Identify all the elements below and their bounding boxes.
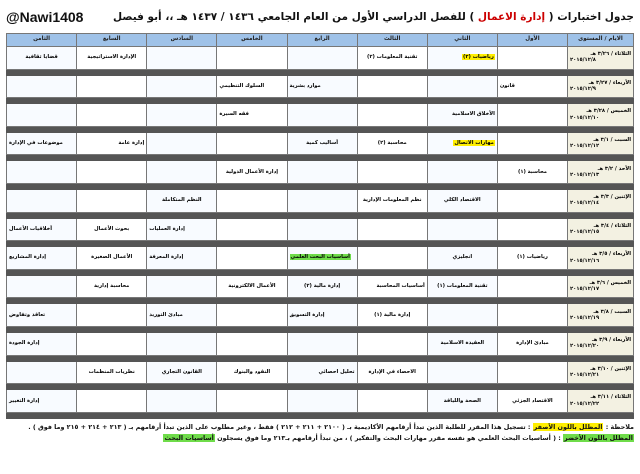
exam-cell [147,333,217,356]
course-name: الاقتصاد الكلي [443,197,481,204]
course-name: محاسبة (٢) [377,140,407,147]
column-header-days: الايام / المستوى [568,34,634,47]
exam-cell [427,333,497,356]
note-green-text: : ( أساسيات البحث العلمي هو نفسه مقرر مهارات البحث والتفكير ) ، من تبدأ أرقامهم بـ٢١٣ وما فوق يسجلون [217,434,561,442]
exam-cell [7,161,77,184]
course-name: الإدارة الاستراتيجية [87,54,137,61]
course-name: نظم المعلومات الإدارية [362,197,422,204]
exam-cell [7,47,77,70]
exam-cell [427,218,497,241]
schedule-row [7,190,634,213]
separator-cell [147,413,217,419]
note-yellow-text: : تسجيل هذا المقرر للطلبة الذين تبدأ أرقامهم الأكاديمية بـ ( ٢١٠٠ + ٢١١ + ٢١٢ ) فقط ، وغير مطلوب على الذين تبدأ أرقامهم بـ ( ٢١٣ + ٢١٤ + ٢١٥ وما فوق ) . [28,423,531,431]
exam-cell [77,390,147,413]
schedule-row [7,218,634,241]
exam-cell [217,390,287,413]
course-name: تقنية المعلومات (١) [437,283,488,290]
title-suffix: ) للفصل الدراسي الأول من العام الجامعي ١٤٣٦ / ١٤٣٧ هـ ،، [165,11,475,23]
exam-cell [147,132,217,155]
exam-cell [147,47,217,70]
note-line-2 [6,434,634,442]
exam-cell [217,47,287,70]
exam-cell [357,361,427,384]
course-name: الأعمال الالكترونية [228,283,276,290]
author-name: أبو فيصل [113,11,162,23]
exam-cell [497,161,567,184]
day-cell [568,333,634,356]
exam-cell [427,304,497,327]
schedule-row [7,161,634,184]
exam-cell [77,161,147,184]
schedule-row [7,333,634,356]
day-cell [568,190,634,213]
course-name: إدارة مالية (٢) [303,283,341,290]
exam-cell [357,333,427,356]
exam-cell [77,333,147,356]
separator-cell [427,413,497,419]
day-name: الخميس / ٣/٦ هـ [589,279,631,286]
day-name: الثلاثاء / ٣/٢٦ هـ [590,51,631,58]
column-header-level-7: السابع [77,34,147,47]
exam-cell [287,132,357,155]
course-name: إدارة الجودة [9,340,40,347]
exam-cell [147,275,217,298]
column-header-level-8: الثامن [7,34,77,47]
exam-cell [217,132,287,155]
separator-cell [217,413,287,419]
course-name: نظريات المنظمات [88,368,135,375]
course-name: تحليل احصائي [318,368,355,375]
exam-schedule-table [6,33,634,419]
exam-cell [357,132,427,155]
exam-cell [7,390,77,413]
exam-cell [7,218,77,241]
column-header-level-3: الثالث [357,34,427,47]
exam-cell [147,247,217,270]
column-header-level-2: الثاني [427,34,497,47]
exam-cell [147,218,217,241]
schedule-row [7,390,634,413]
exam-cell [427,161,497,184]
day-cell [568,104,634,127]
page-header [6,5,634,29]
day-cell [568,161,634,184]
gregorian-date: ٢٠١٥/١٢/٢٢ [570,400,600,407]
exam-cell [147,161,217,184]
exam-cell [357,247,427,270]
day-cell [568,390,634,413]
exam-cell [427,361,497,384]
exam-cell [77,361,147,384]
exam-cell [357,75,427,98]
schedule-row [7,247,634,270]
course-name: فقه السيرة [219,111,249,118]
exam-cell [497,75,567,98]
exam-cell [357,161,427,184]
course-name: موارد بشرية [289,82,321,89]
exam-cell [77,275,147,298]
course-name: محاسبة إدارية [94,283,130,290]
course-name: الأعمال الصغيرة [91,254,133,261]
course-name: تعاقد وتفاوض [9,311,46,318]
day-cell [568,304,634,327]
exam-cell [7,304,77,327]
course-name: إدارة مالية (١) [374,311,411,318]
exam-cell [497,390,567,413]
exam-cell [217,161,287,184]
gregorian-date: ٢٠١٥/١٢/١٠ [570,114,600,121]
day-cell [568,361,634,384]
course-name: أخلاقيات الأعمال [9,225,53,232]
day-name: الأربعاء / ٣/٩ هـ [591,337,631,344]
course-name: انجليزي [452,254,473,261]
exam-cell [147,104,217,127]
gregorian-date: ٢٠١٥/١٢/١٣ [570,171,600,178]
course-name: السلوك التنظيمي [219,82,265,89]
exam-cell [427,104,497,127]
schedule-row [7,304,634,327]
twitter-handle: @Nawi1408 [6,9,84,25]
day-cell [568,275,634,298]
exam-cell [287,304,357,327]
exam-cell [357,275,427,298]
day-name: الخميس / ٣/٢٨ هـ [586,108,631,115]
course-name: بحوث الأعمال [94,225,130,232]
schedule-row [7,104,634,127]
exam-cell [287,75,357,98]
exam-cell [427,275,497,298]
course-name: إدارة المشاريع [9,254,46,261]
exam-cell [147,190,217,213]
course-name: إدارة التسويق [289,311,325,318]
exam-cell [217,218,287,241]
exam-cell [217,361,287,384]
day-cell [568,132,634,155]
day-name: الإثنين / ٣/١٠ هـ [590,365,631,372]
schedule-row [7,75,634,98]
course-name: إدارة المعرفة [149,254,184,261]
header-row [7,34,634,47]
exam-cell [497,361,567,384]
gregorian-date: ٢٠١٥/١٢/١٩ [570,314,600,321]
course-name: قضايا ثقافية [25,54,58,61]
course-name: أساسيات المحاسبة [376,283,425,290]
note-line-1 [6,423,634,431]
course-name: إدارة الأعمال الدولية [225,168,279,175]
row-separator [7,413,634,419]
course-name: قانون [499,82,515,89]
exam-cell [287,161,357,184]
exam-cell [497,132,567,155]
day-name: السبت / ٣/١ هـ [593,136,631,143]
gregorian-date: ٢٠١٥/١٢/١٦ [570,257,600,264]
exam-cell [77,132,147,155]
day-cell [568,247,634,270]
course-name: رياضيات (٢) [462,54,494,61]
exam-cell [7,361,77,384]
exam-cell [497,190,567,213]
exam-cell [217,275,287,298]
exam-cell [7,190,77,213]
course-name: القانون التجاري [161,368,202,375]
exam-cell [287,361,357,384]
exam-cell [357,47,427,70]
exam-cell [147,304,217,327]
separator-cell [7,413,77,419]
schedule-row [7,47,634,70]
course-name: أساسيات البحث العلمي [290,254,350,261]
column-header-level-1: الأول [497,34,567,47]
column-header-level-5: الخامس [217,34,287,47]
course-name: النقود والبنوك [233,368,271,375]
exam-cell [287,47,357,70]
gregorian-date: ٢٠١٥/١٢/٩ [570,85,596,92]
exam-cell [77,190,147,213]
exam-cell [77,247,147,270]
exam-cell [497,275,567,298]
exam-cell [7,275,77,298]
separator-cell [77,413,147,419]
exam-cell [147,361,217,384]
course-name: النظم المتكاملة [162,197,202,204]
exam-cell [497,47,567,70]
exam-cell [217,333,287,356]
note-green-end: أساسيات البحث [164,434,214,442]
schedule-row [7,132,634,155]
exam-cell [427,47,497,70]
column-header-level-4: الرابع [287,34,357,47]
exam-cell [497,304,567,327]
separator-cell [568,413,634,419]
exam-cell [217,104,287,127]
title-dept: إدارة الاعمال [477,11,546,23]
gregorian-date: ٢٠١٥/١٢/١٥ [570,228,600,235]
day-name: الأربعاء / ٣/٢٧ هـ [588,79,631,86]
exam-cell [427,247,497,270]
exam-cell [7,247,77,270]
course-name: أساليب كمية [306,140,339,147]
exam-cell [77,218,147,241]
exam-cell [357,390,427,413]
exam-cell [147,75,217,98]
day-name: الأربعاء / ٣/٥ هـ [591,251,631,258]
schedule-title [113,11,634,23]
schedule-body [7,47,634,419]
day-name: الثلاثاء / ٣/١١ هـ [590,394,631,401]
exam-cell [287,275,357,298]
exam-cell [287,333,357,356]
course-name: مبادئ الإدارة [516,340,549,347]
gregorian-date: ٢٠١٥/١٢/٢١ [570,372,600,378]
exam-cell [7,333,77,356]
day-name: الثلاثاء / ٣/٤ هـ [593,222,631,229]
exam-cell [497,333,567,356]
column-header-level-6: السادس [147,34,217,47]
exam-cell [357,190,427,213]
course-name: إدارة التغيير [9,397,40,404]
course-name: إدارة عامة [118,140,145,147]
course-name: الاقتصاد الجزئي [512,397,553,404]
schedule-row [7,275,634,298]
gregorian-date: ٢٠١٥/١٢/١٢ [570,143,600,150]
exam-cell [427,390,497,413]
exam-cell [427,75,497,98]
gregorian-date: ٢٠١٥/١٢/٨ [570,57,596,64]
separator-cell [497,413,567,419]
exam-cell [77,304,147,327]
exam-cell [147,390,217,413]
course-name: إدارة العمليات [149,225,185,232]
exam-cell [7,75,77,98]
note-label: ملاحظة : [605,423,634,431]
course-name: الاحصاء في الإدارة [368,368,416,375]
exam-cell [287,190,357,213]
gregorian-date: ٢٠١٥/١٢/١٤ [570,200,600,207]
course-name: تقنية المعلومات (٢) [366,54,418,61]
title-prefix: جدول اختبارات ( [548,11,634,23]
gregorian-date: ٢٠١٥/١٢/١٧ [570,286,600,293]
exam-cell [497,218,567,241]
exam-cell [427,132,497,155]
exam-cell [217,75,287,98]
exam-cell [427,190,497,213]
note-yellow-label: المظلل باللون الأصفر [533,423,603,431]
course-name: الأخلاق الاسلامية [451,111,495,118]
day-name: الإثنين / ٣/٣ هـ [593,194,631,201]
exam-cell [287,390,357,413]
course-name: محاسبة (١) [517,168,547,175]
course-name: رياضيات (١) [516,254,548,261]
exam-cell [77,47,147,70]
day-cell [568,75,634,98]
day-name: السبت / ٣/٨ هـ [593,308,631,315]
exam-cell [497,247,567,270]
exam-cell [357,218,427,241]
exam-cell [497,104,567,127]
schedule-row [7,361,634,384]
day-name: الأحد / ٣/٢ هـ [597,165,631,172]
gregorian-date: ٢٠١٥/١٢/٢٠ [570,343,600,350]
course-name: مبادئ التوريد [149,311,183,318]
exam-cell [357,104,427,127]
exam-cell [287,247,357,270]
course-name: الصحة واللياقة [443,397,481,404]
exam-cell [217,247,287,270]
day-cell [568,47,634,70]
day-cell [568,218,634,241]
exam-cell [287,104,357,127]
exam-cell [357,304,427,327]
course-name: العقيدة الاسلامية [440,340,485,347]
exam-cell [77,75,147,98]
exam-cell [7,104,77,127]
exam-cell [217,304,287,327]
course-name: مهارات الاتصال [454,140,494,147]
exam-cell [77,104,147,127]
exam-cell [287,218,357,241]
course-name: موضوعات في الإدارة [9,140,63,147]
note-green-label: المظلل باللون الأخضر [564,434,633,442]
exam-cell [217,190,287,213]
notes-section [6,423,634,445]
separator-cell [357,413,427,419]
separator-cell [287,413,357,419]
exam-cell [7,132,77,155]
